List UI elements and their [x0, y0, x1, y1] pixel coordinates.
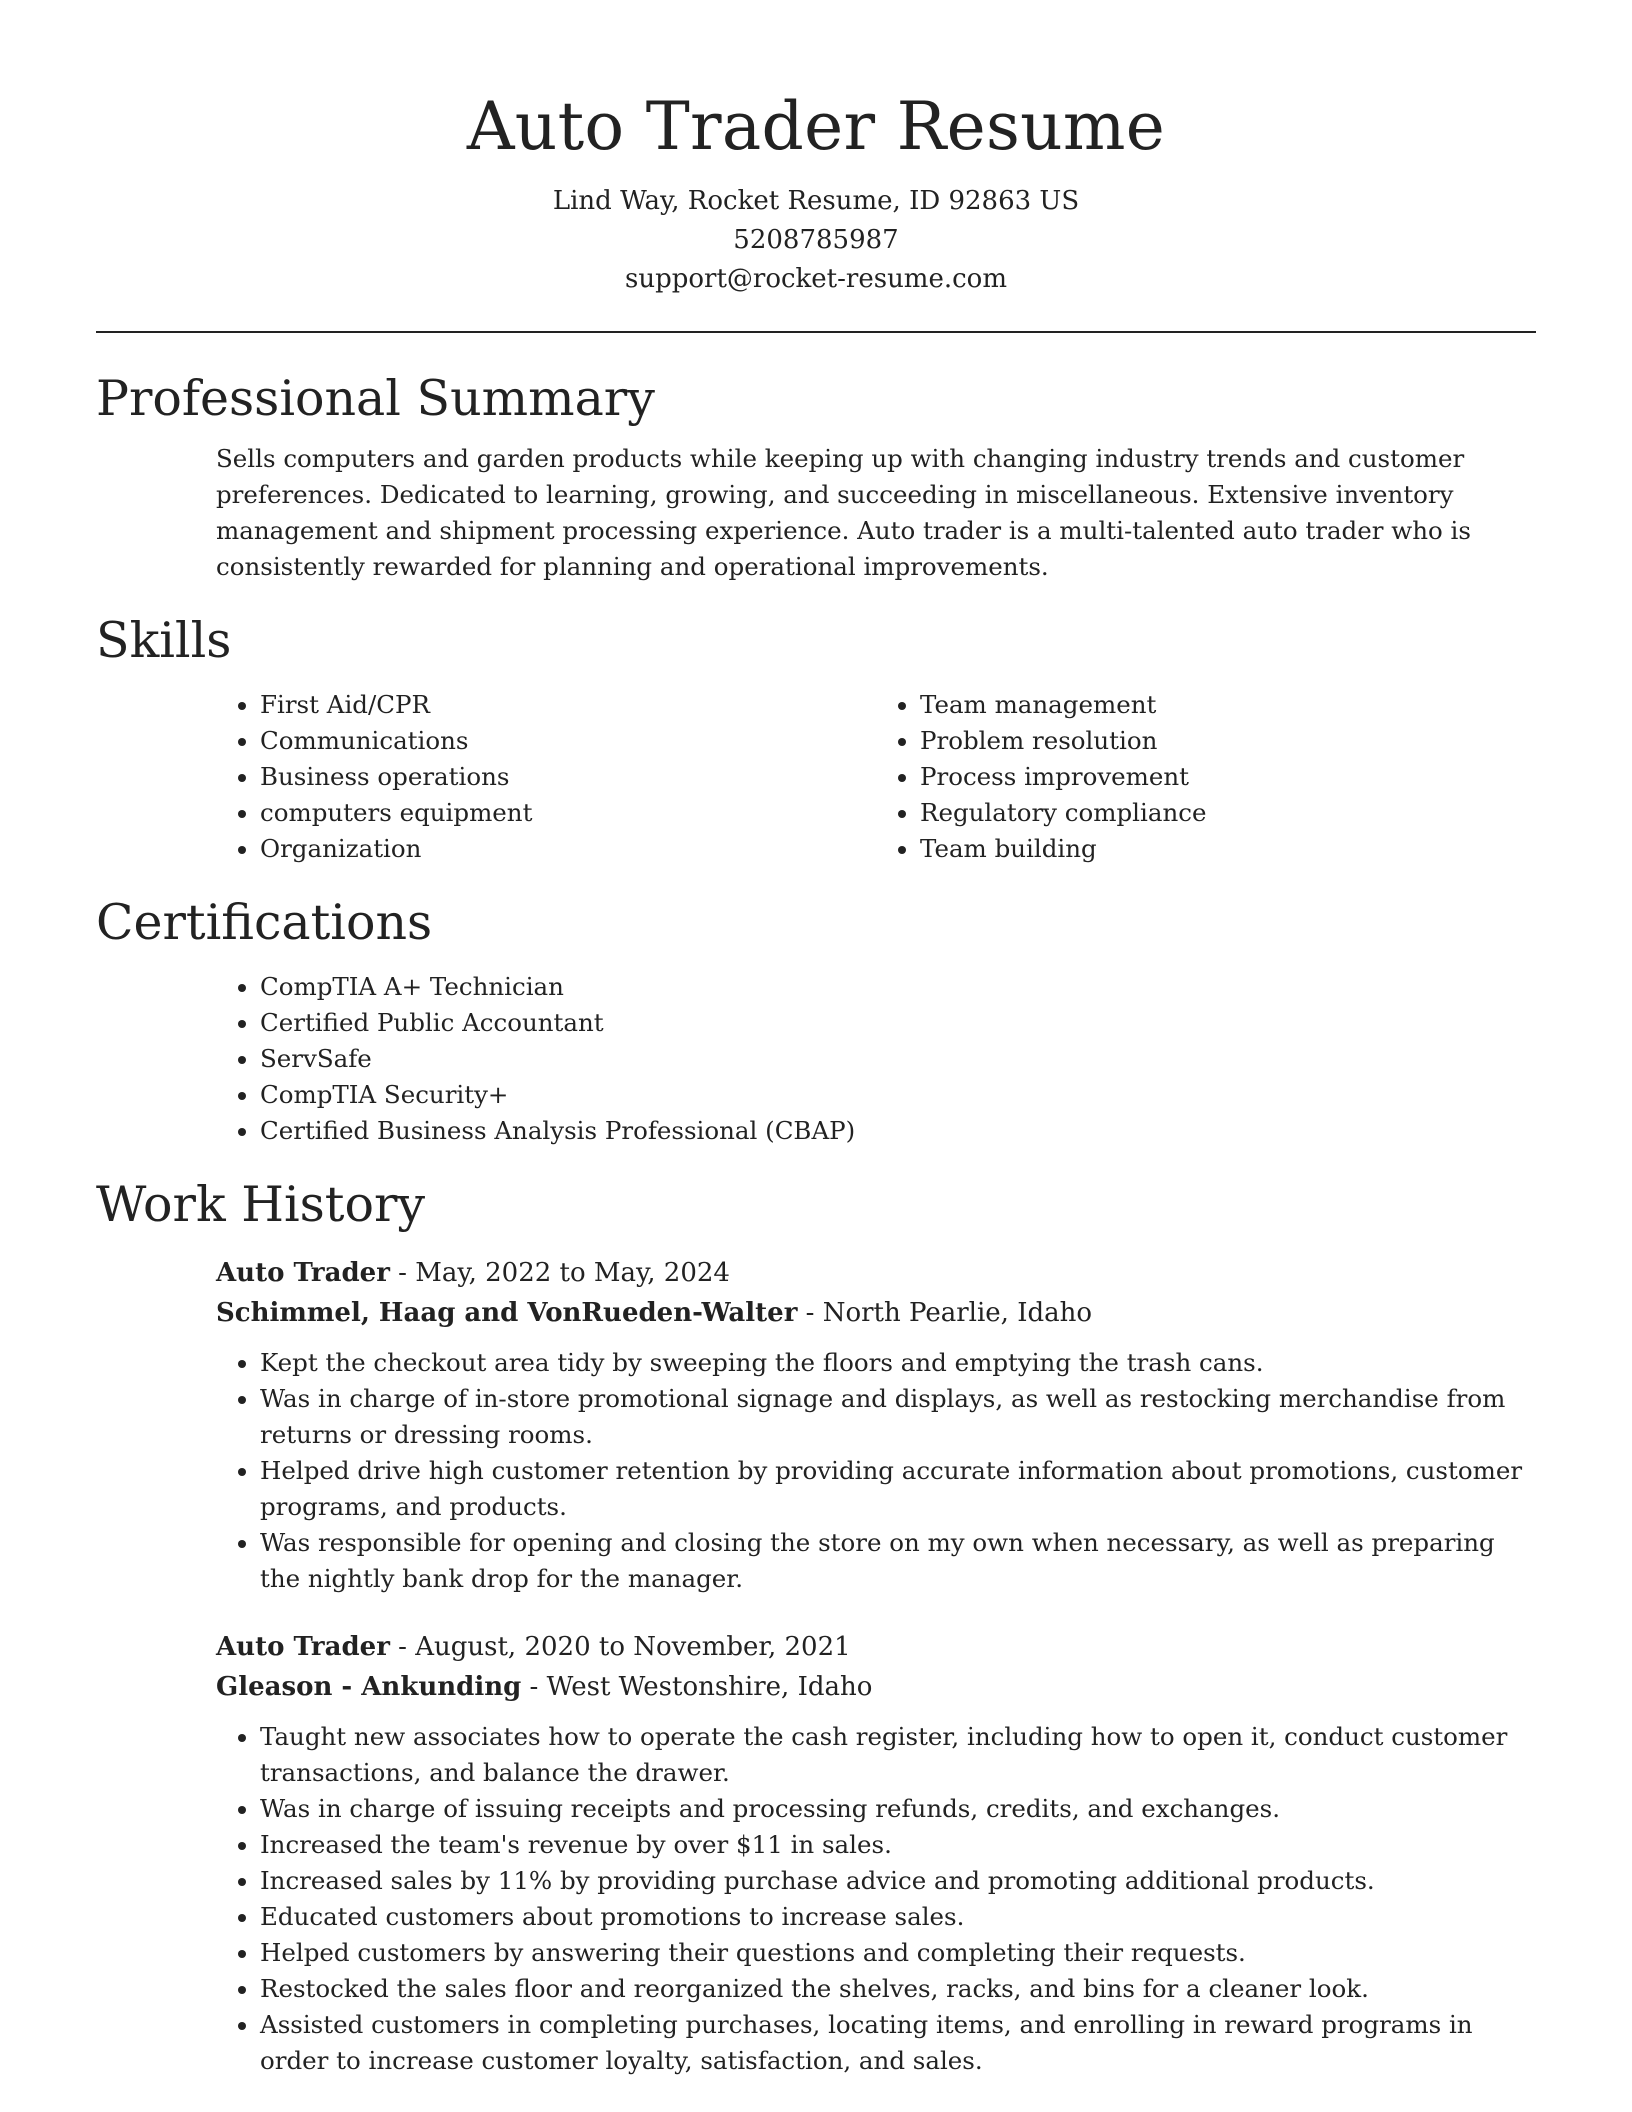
contact-info: [96, 182, 1536, 299]
job-bullet: • Helped customers by answering their questions and completing their requests.: [260, 1935, 1536, 1971]
job-bullet: • Assisted customers in completing purchases, locating items, and enrolling in reward programs in order to increase customer loyalty, satisfaction, and sales.: [260, 2007, 1536, 2079]
certifications-section: [96, 893, 1536, 1149]
work-history-heading: Work History: [96, 1176, 426, 1233]
job-title-line: [216, 1253, 1536, 1293]
certification-item: • CompTIA A+ Technician: [260, 969, 1536, 1005]
skills-heading: Skills: [96, 612, 232, 669]
certifications-list: [216, 969, 1536, 1149]
job-dates: - August, 2020 to November, 2021: [389, 1632, 851, 1662]
skill-item: • First Aid/CPR: [260, 687, 876, 723]
certification-item: • Certified Business Analysis Professional (CBAP): [260, 1113, 1536, 1149]
job-company-line: [216, 1293, 1536, 1333]
job-bullet: • Was in charge of issuing receipts and processing refunds, credits, and exchanges.: [260, 1791, 1536, 1827]
summary-heading: Professional Summary: [96, 370, 655, 427]
job-role: Auto Trader: [216, 1258, 390, 1288]
certification-item: • Certified Public Accountant: [260, 1005, 1536, 1041]
job-company: Schimmel, Haag and VonRueden-Walter: [216, 1298, 798, 1328]
job-title-line: [216, 1627, 1536, 1667]
job-bullet: • Restocked the sales floor and reorganized the shelves, racks, and bins for a cleaner look.: [260, 1971, 1536, 2007]
job-bullet: • Educated customers about promotions to increase sales.: [260, 1899, 1536, 1935]
skill-item: • Communications: [260, 723, 876, 759]
job-bullet: • Taught new associates how to operate the cash register, including how to open it, conduct customer transactions, and balance the drawer.: [260, 1719, 1536, 1791]
job-bullet: • Kept the checkout area tidy by sweeping the floors and emptying the trash cans.: [260, 1345, 1536, 1381]
skills-list-right: [876, 687, 1536, 867]
contact-email: support@rocket-resume.com: [624, 264, 1007, 294]
header-divider: [96, 331, 1536, 333]
skill-item: • Business operations: [260, 759, 876, 795]
skills-section: [96, 611, 1536, 867]
skill-item: • computers equipment: [260, 795, 876, 831]
skill-item: • Regulatory compliance: [920, 795, 1536, 831]
job-bullets: [216, 1719, 1536, 2079]
job-bullet: • Was in charge of in-store promotional signage and displays, as well as restocking merchandise from returns or dressing rooms.: [260, 1381, 1536, 1453]
contact-phone: 5208785987: [733, 225, 899, 255]
job-entry: [216, 1627, 1536, 2079]
summary-section: [96, 369, 1536, 585]
skills-grid: [216, 687, 1536, 867]
skill-item: • Organization: [260, 831, 876, 867]
certification-item: • ServSafe: [260, 1041, 1536, 1077]
skill-item: • Process improvement: [920, 759, 1536, 795]
skill-item: • Team building: [920, 831, 1536, 867]
job-dates: - May, 2022 to May, 2024: [389, 1258, 730, 1288]
job-bullet: • Increased the team's revenue by over $11 in sales.: [260, 1827, 1536, 1863]
resume-page: [96, 0, 1536, 2112]
job-location: - West Westonshire, Idaho: [521, 1672, 873, 1702]
job-bullets: [216, 1345, 1536, 1597]
resume-header: [96, 0, 1536, 299]
job-bullet: • Increased sales by 11% by providing purchase advice and promoting additional products.: [260, 1863, 1536, 1899]
summary-text: Sells computers and garden products while keeping up with changing industry trends and customer preferences. Dedicated to learning, growing, and succeeding in miscellaneous. Extensive inventory management and shipment processing experience. Auto trader is a multi-talented auto trader who is consistently rewarded for planning and operational improvements.: [216, 444, 1471, 581]
job-company: Gleason - Ankunding: [216, 1672, 522, 1702]
certifications-heading: Certifications: [96, 894, 433, 951]
skill-item: • Team management: [920, 687, 1536, 723]
skill-item: • Problem resolution: [920, 723, 1536, 759]
job-bullet: • Was responsible for opening and closing the store on my own when necessary, as well as preparing the nightly bank drop for the manager.: [260, 1525, 1536, 1597]
resume-name: Auto Trader Resume: [466, 88, 1166, 165]
job-bullet: • Helped drive high customer retention by providing accurate information about promotions, customer programs, and products.: [260, 1453, 1536, 1525]
certification-item: • CompTIA Security+: [260, 1077, 1536, 1113]
work-history-section: [96, 1175, 1536, 2079]
job-location: - North Pearlie, Idaho: [797, 1298, 1093, 1328]
contact-address: Lind Way, Rocket Resume, ID 92863 US: [552, 186, 1080, 216]
skills-list-left: [216, 687, 876, 867]
job-entry: [216, 1253, 1536, 1597]
job-role: Auto Trader: [216, 1632, 390, 1662]
job-company-line: [216, 1667, 1536, 1707]
